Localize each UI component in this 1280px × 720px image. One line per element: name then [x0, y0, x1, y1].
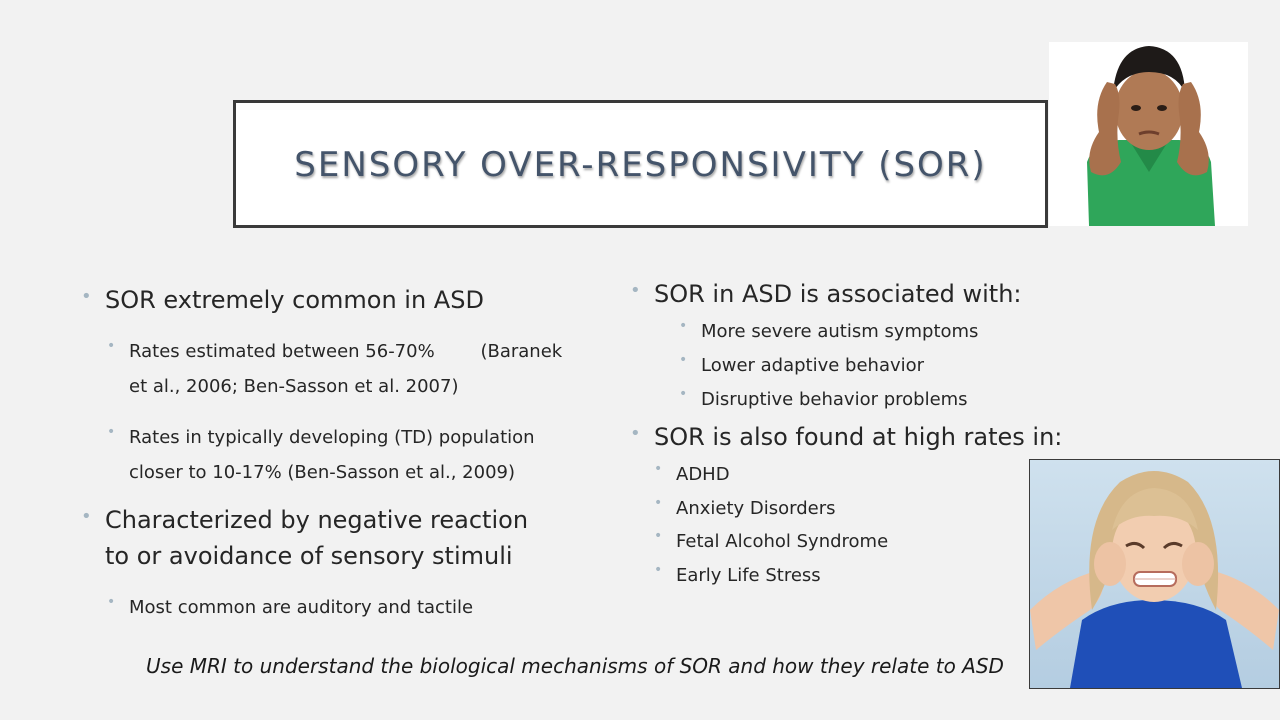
bullet-dot-icon: • [654, 562, 663, 578]
list-item: • ADHD [654, 457, 730, 492]
bullet-sor-common: • SOR extremely common in ASD [81, 282, 484, 318]
bullet-dot-icon: • [107, 338, 116, 354]
bullet-rates-asd: • Rates estimated between 56-70% (Baranek et al., 2006; Ben-Sasson et al. 2007) [107, 334, 562, 404]
title-box [233, 100, 1048, 228]
boy-covering-ears-image [1049, 42, 1248, 226]
bullet-dot-icon: • [107, 424, 116, 440]
bullet-dot-icon: • [81, 506, 92, 527]
bullet-most-common: • Most common are auditory and tactile [107, 590, 473, 625]
bullet-dot-icon: • [630, 423, 641, 444]
list-item: • Lower adaptive behavior [679, 348, 924, 383]
bullet-dot-icon: • [679, 386, 688, 402]
list-item: • Early Life Stress [654, 558, 821, 593]
bullet-found-high-rates: • SOR is also found at high rates in: [630, 419, 1062, 455]
bullet-characterized: • Characterized by negative reaction to or avoidance of sensory stimuli [81, 502, 528, 574]
list-item: • Disruptive behavior problems [679, 382, 968, 417]
bullet-dot-icon: • [679, 352, 688, 368]
bullet-dot-icon: • [107, 594, 116, 610]
list-item: • Anxiety Disorders [654, 491, 836, 526]
list-item: • More severe autism symptoms [679, 314, 978, 349]
bullet-associated-with: • SOR in ASD is associated with: [630, 276, 1022, 312]
bullet-dot-icon: • [654, 461, 663, 477]
slide-title: SENSORY OVER-RESPONSIVITY (SOR) [294, 145, 987, 185]
bullet-rates-td: • Rates in typically developing (TD) population closer to 10-17% (Ben-Sasson et al., 2009) [107, 420, 535, 490]
bottom-note: Use MRI to understand the biological mechanisms of SOR and how they relate to ASD [146, 654, 1004, 678]
bullet-dot-icon: • [679, 318, 688, 334]
bullet-dot-icon: • [654, 495, 663, 511]
bullet-dot-icon: • [81, 286, 92, 307]
bullet-dot-icon: • [630, 280, 641, 301]
list-item: • Fetal Alcohol Syndrome [654, 524, 888, 559]
bullet-dot-icon: • [654, 528, 663, 544]
